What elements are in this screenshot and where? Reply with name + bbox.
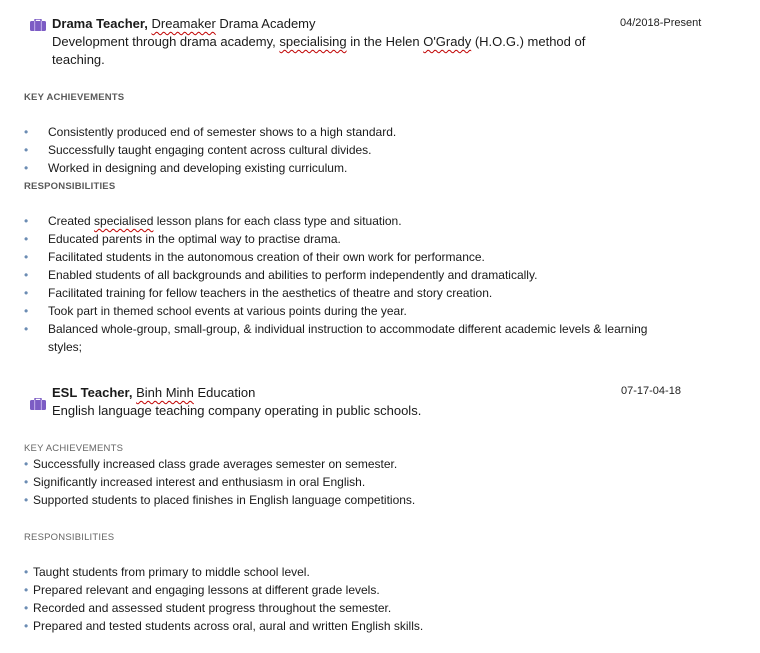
list-item [24,491,415,509]
list-item [24,302,407,320]
list-item [24,141,372,159]
list-item-text: Educated parents in the optimal way to practise drama. [48,232,341,246]
bullet-icon: • [24,493,29,507]
job-dates: 07-17-04-18 [621,385,681,397]
job-dates: 04/2018-Present [620,17,702,29]
list-item-text: Successfully increased class grade averages semester on semester. [33,457,398,471]
list-item [24,563,310,581]
desc-text: in the Helen [346,34,424,49]
job-heading [52,384,255,402]
bullet-icon: • [24,250,29,264]
desc-text: O'Grady [423,34,472,49]
org-name: Binh Minh [136,385,194,400]
bullet-icon: • [24,125,29,139]
list-item-text: Recorded and assessed student progress throughout the semester. [33,601,392,615]
bullet-icon: • [24,232,29,246]
org-name-rest: Education [193,385,256,400]
bullet-icon: • [24,268,29,282]
section-heading-achievements: KEY ACHIEVEMENTS [24,443,124,454]
list-item [24,123,396,141]
briefcase-icon [30,16,46,34]
list-item-text: Prepared and tested students across oral, aural and written English skills. [33,619,424,633]
section-heading-responsibilities: RESPONSIBILITIES [24,532,115,543]
section-heading-responsibilities: RESPONSIBILITIES [24,181,116,192]
list-item-text: Balanced whole-group, small-group, & individual instruction to accommodate different academic levels & learning [48,322,648,336]
list-item [24,159,347,177]
bullet-icon: • [24,457,29,471]
list-item-text: Enabled students of all backgrounds and abilities to perform independently and dramatically. [48,268,538,282]
job-description-line2: teaching. [52,52,105,67]
list-item-text: Prepared relevant and engaging lessons at different grade levels. [33,583,380,597]
bullet-icon: • [24,304,29,318]
bullet-icon: • [24,286,29,300]
list-item [24,617,423,635]
list-item-text: Successfully taught engaging content across cultural divides. [48,143,372,157]
list-item [24,581,380,599]
bullet-icon: • [24,565,29,579]
list-item [24,212,402,230]
list-item-text: Taught students from primary to middle school level. [33,565,310,579]
job-description [52,33,585,51]
list-item [24,248,485,266]
org-name-rest: Drama Academy [215,16,316,31]
desc-text: (H.O.G.) method of [471,34,586,49]
section-heading-achievements: KEY ACHIEVEMENTS [24,92,125,103]
bullet-icon: • [24,583,29,597]
list-item [24,230,341,248]
bullet-icon: • [24,143,29,157]
list-item-text: Took part in themed school events at various points during the year. [48,304,407,318]
desc-text: specialising [279,34,347,49]
list-item-text: Facilitated training for fellow teachers in the aesthetics of theatre and story creation. [48,286,493,300]
list-item-text: Created [48,214,95,228]
list-item [24,266,537,284]
list-item [24,473,365,491]
list-item [24,599,391,617]
list-item [24,284,492,302]
list-item-continuation: styles; [48,340,83,354]
desc-text: Development through drama academy, [52,34,280,49]
org-name: Dreamaker [151,16,216,31]
bullet-icon: • [24,619,29,633]
bullet-icon: • [24,161,29,175]
list-item-text: Worked in designing and developing existing curriculum. [48,161,348,175]
bullet-icon: • [24,214,29,228]
bullet-icon: • [24,322,29,336]
job-heading [52,15,316,33]
list-item [24,320,647,338]
list-item [24,455,397,473]
briefcase-icon [30,395,46,413]
list-item-text: Significantly increased interest and enthusiasm in oral English. [33,475,366,489]
bullet-icon: • [24,475,29,489]
list-item-text: specialised [94,214,154,228]
list-item-text: Supported students to placed finishes in English language competitions. [33,493,416,507]
bullet-icon: • [24,601,29,615]
list-item-text: Consistently produced end of semester shows to a high standard. [48,125,397,139]
list-item-text: lesson plans for each class type and situation. [153,214,402,228]
job-description: English language teaching company operating in public schools. [52,403,422,418]
job-title: ESL Teacher, [52,385,133,400]
list-item-text: Facilitated students in the autonomous creation of their own work for performance. [48,250,485,264]
job-title: Drama Teacher, [52,16,148,31]
